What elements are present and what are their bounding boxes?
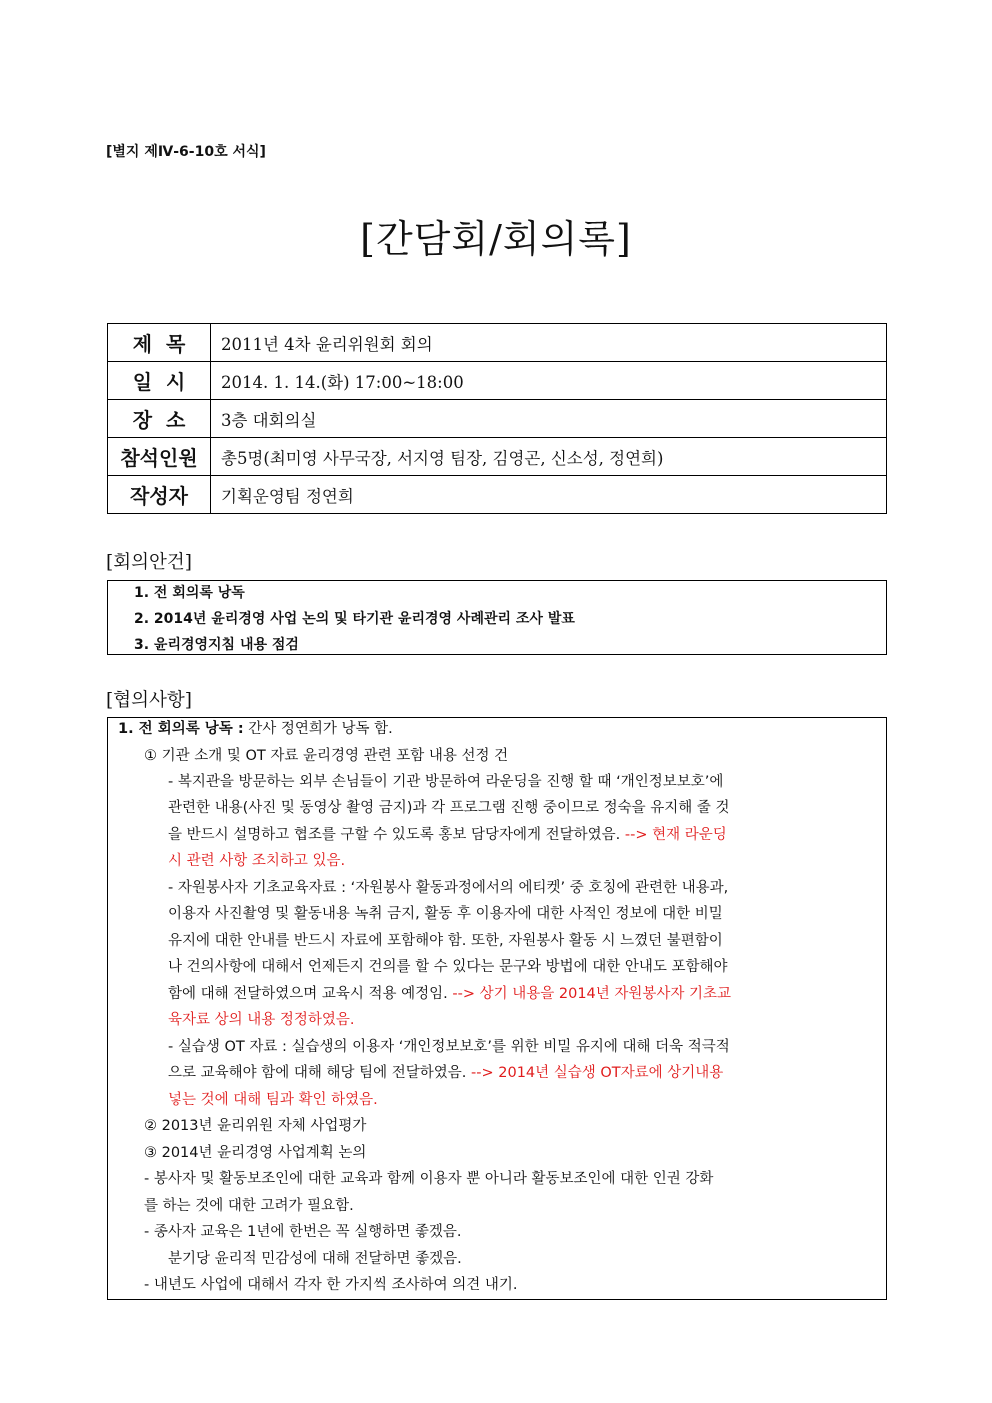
agenda-box — [107, 580, 887, 655]
p3-result-line: 넣는 것에 대해 팀과 확인 하였음. — [168, 1092, 378, 1108]
p2-line: - 자원봉사자 기초교육자료 : ‘자원봉사 활동과정에서의 에티켓’ 중 호칭에 관련한 내용과, — [168, 880, 729, 896]
place-label: 장 소 — [108, 400, 211, 438]
author-value: 기획운영팀 정연희 — [211, 476, 887, 514]
form-number: [별지 제Ⅳ-6-10호 서식] — [106, 144, 266, 160]
p1-line — [168, 825, 727, 845]
q3-line: - 내년도 사업에 대해서 각자 한 가지씩 조사하여 의견 내기. — [144, 1277, 518, 1293]
document-title: [간담회/회의록] — [360, 217, 632, 261]
subject-label: 제 목 — [108, 324, 211, 362]
sub3-title: ③ 2014년 윤리경영 사업계획 논의 — [144, 1145, 367, 1161]
discussion-box — [107, 717, 887, 1300]
p2-line — [168, 984, 731, 1004]
p1-line: 관련한 내용(사진 및 동영상 촬영 금지)과 각 프로그램 진행 중이므로 정숙을 유지해 줄 것 — [168, 800, 730, 816]
p2-result-line: 육자료 상의 내용 정정하였음. — [168, 1012, 355, 1028]
p3-text: 으로 교육해야 함에 대해 해당 팀에 전달하였음. — [168, 1065, 472, 1081]
p2-line: 이용자 사진촬영 및 활동내용 녹취 금지, 활동 후 이용자에 대한 사적인 정보에 대한 비밀 — [168, 906, 723, 922]
attendees-label: 참석인원 — [108, 438, 211, 476]
info-row-place — [108, 400, 887, 438]
sub2-title: ② 2013년 윤리위원 자체 사업평가 — [144, 1118, 367, 1134]
discussion-item-1 — [118, 719, 393, 739]
agenda-heading: [회의안건] — [106, 552, 192, 573]
meeting-info-table — [107, 323, 887, 514]
datetime-label: 일 시 — [108, 362, 211, 400]
p2-result: --> 상기 내용을 2014년 자원봉사자 기초교 — [452, 986, 732, 1002]
agenda-item: 1. 전 회의록 낭독 — [134, 585, 245, 601]
datetime-value: 2014. 1. 14.(화) 17:00~18:00 — [211, 362, 887, 400]
q2-line: - 종사자 교육은 1년에 한번은 꼭 실행하면 좋겠음. — [144, 1224, 462, 1240]
p1-result-line: 시 관련 사항 조치하고 있음. — [168, 853, 346, 869]
attendees-value: 총5명(최미영 사무국장, 서지영 팀장, 김영곤, 신소성, 정연희) — [211, 438, 887, 476]
p3-result: --> 2014년 실습생 OT자료에 상기내용 — [471, 1065, 724, 1081]
p2-text: 함에 대해 전달하였으며 교육시 적용 예정임. — [168, 986, 453, 1002]
subject-value: 2011년 4차 윤리위원회 회의 — [211, 324, 887, 362]
p3-line — [168, 1063, 723, 1083]
place-value: 3층 대회의실 — [211, 400, 887, 438]
p1-text: 을 반드시 설명하고 협조를 구할 수 있도록 홍보 담당자에게 전달하였음. — [168, 827, 625, 843]
p2-line: 나 건의사항에 대해서 언제든지 건의를 할 수 있다는 문구와 방법에 대한 안내도 포함해야 — [168, 959, 728, 975]
info-row-subject — [108, 324, 887, 362]
agenda-item: 2. 2014년 윤리경영 사업 논의 및 타기관 윤리경영 사례관리 조사 발표 — [134, 611, 575, 627]
q1-line: - 봉사자 및 활동보조인에 대한 교육과 함께 이용자 뿐 아니라 활동보조인에 대한 인권 강화 — [144, 1171, 714, 1187]
author-label: 작성자 — [108, 476, 211, 514]
p3-line: - 실습생 OT 자료 : 실습생의 이용자 ‘개인정보보호’를 위한 비밀 유지에 대해 더욱 적극적 — [168, 1039, 730, 1055]
discussion-heading: [협의사항] — [106, 690, 192, 711]
sub1-title: ① 기관 소개 및 OT 자료 윤리경영 관련 포함 내용 선정 건 — [144, 748, 509, 764]
info-row-attendees — [108, 438, 887, 476]
info-row-author — [108, 476, 887, 514]
agenda-item: 3. 윤리경영지침 내용 점검 — [134, 637, 299, 653]
p1-line: - 복지관을 방문하는 외부 손님들이 기관 방문하여 라운딩을 진행 할 때 ‘개인정보보호’에 — [168, 774, 724, 790]
info-row-datetime — [108, 362, 887, 400]
p2-line: 유지에 대한 안내를 반드시 자료에 포함해야 함. 또한, 자원봉사 활동 시 느꼈던 불편함이 — [168, 933, 723, 949]
q2-line: 분기당 윤리적 민감성에 대해 전달하면 좋겠음. — [168, 1251, 462, 1267]
p1-result: --> 현재 라운딩 — [624, 827, 727, 843]
item1-title: 1. 전 회의록 낭독 : — [118, 721, 244, 737]
item1-note: 간사 정연희가 낭독 함. — [243, 721, 393, 737]
q1-line: 를 하는 것에 대한 고려가 필요함. — [144, 1198, 354, 1214]
